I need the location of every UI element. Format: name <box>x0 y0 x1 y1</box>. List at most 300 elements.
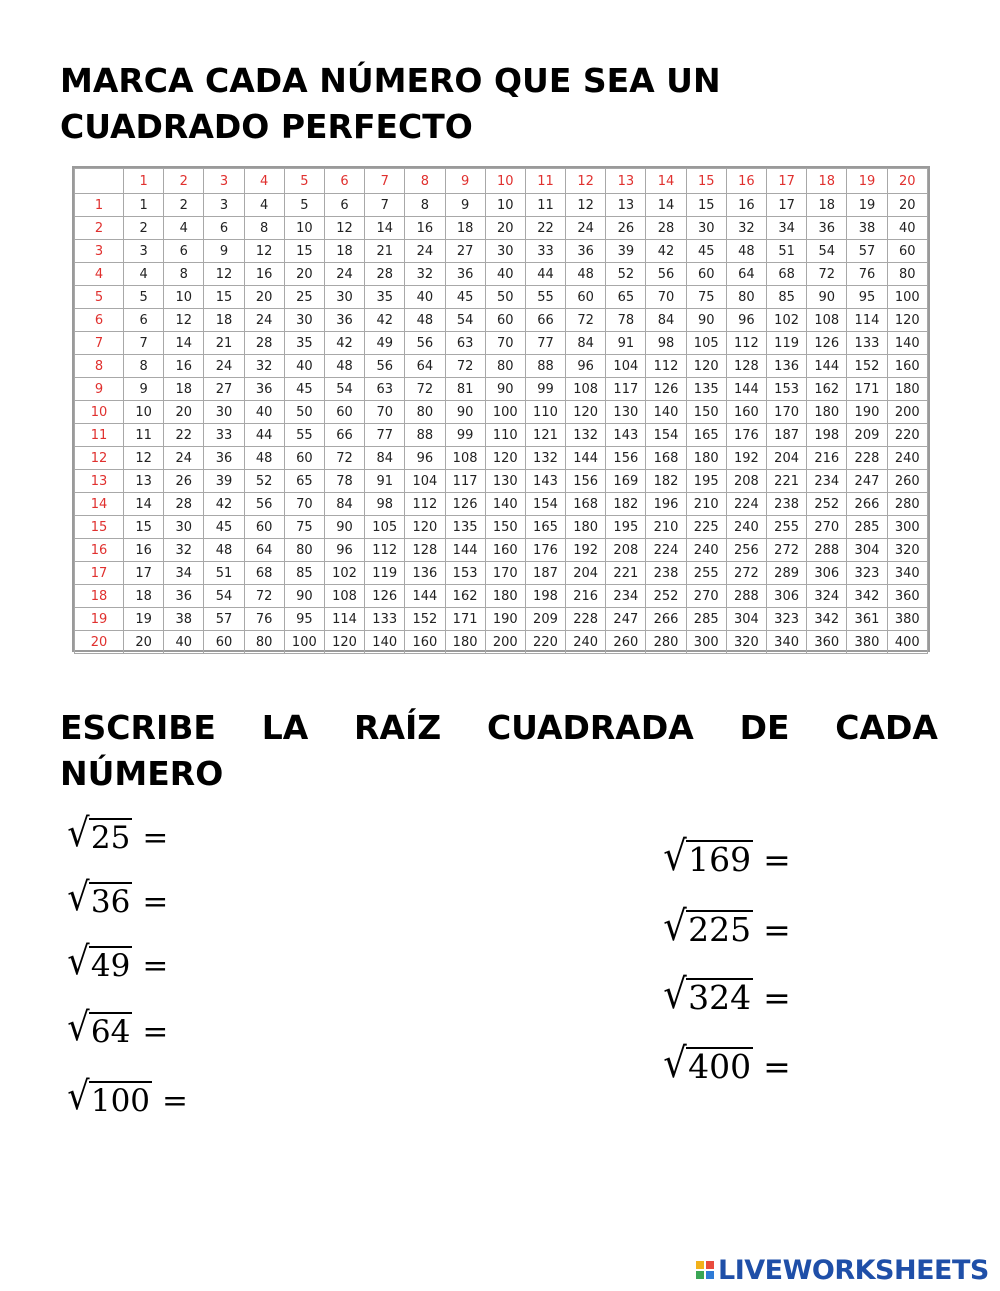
product-cell: 88 <box>405 424 445 447</box>
row-header-cell: 5 <box>75 286 124 309</box>
product-cell: 27 <box>445 240 485 263</box>
instruction-heading-1: MARCA CADA NÚMERO QUE SEA UN CUADRADO PERFECTO <box>60 61 721 146</box>
product-cell: 80 <box>485 355 525 378</box>
product-cell: 96 <box>405 447 445 470</box>
product-cell: 108 <box>807 309 847 332</box>
product-cell: 196 <box>646 493 686 516</box>
product-cell: 48 <box>405 309 445 332</box>
row-header-cell: 20 <box>75 631 124 654</box>
product-cell: 15 <box>124 516 164 539</box>
table-header-row <box>75 169 928 194</box>
product-cell: 150 <box>686 401 726 424</box>
product-cell: 57 <box>847 240 887 263</box>
product-cell: 90 <box>284 585 324 608</box>
table-corner-cell <box>75 169 124 194</box>
product-cell: 110 <box>485 424 525 447</box>
product-cell: 156 <box>606 447 646 470</box>
product-cell: 216 <box>566 585 606 608</box>
square-root-exercise <box>66 1075 188 1117</box>
product-cell: 15 <box>284 240 324 263</box>
product-cell: 64 <box>244 539 284 562</box>
product-cell: 144 <box>445 539 485 562</box>
radical-sign-icon: √ <box>663 902 687 950</box>
product-cell: 169 <box>606 470 646 493</box>
radicand: 324 <box>688 978 752 1017</box>
product-cell: 8 <box>405 194 445 217</box>
product-cell: 33 <box>204 424 244 447</box>
product-cell: 170 <box>485 562 525 585</box>
product-cell: 162 <box>807 378 847 401</box>
product-cell: 80 <box>405 401 445 424</box>
radical-sign-icon: √ <box>67 939 90 984</box>
table-row <box>75 355 928 378</box>
product-cell: 320 <box>887 539 927 562</box>
product-cell: 40 <box>164 631 204 654</box>
product-cell: 110 <box>525 401 565 424</box>
product-cell: 40 <box>887 217 927 240</box>
product-cell: 72 <box>445 355 485 378</box>
row-header-cell: 10 <box>75 401 124 424</box>
product-cell: 35 <box>284 332 324 355</box>
product-cell: 42 <box>204 493 244 516</box>
product-cell: 52 <box>606 263 646 286</box>
product-cell: 21 <box>365 240 405 263</box>
product-cell: 108 <box>445 447 485 470</box>
product-cell: 13 <box>124 470 164 493</box>
product-cell: 130 <box>606 401 646 424</box>
product-cell: 17 <box>124 562 164 585</box>
product-cell: 36 <box>445 263 485 286</box>
product-cell: 162 <box>445 585 485 608</box>
square-root-exercise <box>662 970 791 1018</box>
heading-2-word: ESCRIBE <box>60 708 216 747</box>
liveworksheets-logo <box>696 1255 989 1285</box>
equals-sign: = <box>142 884 169 920</box>
heading-2-word: CADA <box>835 708 938 747</box>
product-cell: 9 <box>124 378 164 401</box>
product-cell: 143 <box>606 424 646 447</box>
product-cell: 171 <box>847 378 887 401</box>
table-row <box>75 539 928 562</box>
product-cell: 15 <box>204 286 244 309</box>
product-cell: 30 <box>485 240 525 263</box>
radical-sign-icon: √ <box>67 1074 90 1119</box>
product-cell: 204 <box>767 447 807 470</box>
product-cell: 75 <box>284 516 324 539</box>
product-cell: 32 <box>726 217 766 240</box>
column-header-cell: 13 <box>606 169 646 194</box>
product-cell: 143 <box>525 470 565 493</box>
radicand: 25 <box>90 820 131 856</box>
product-cell: 36 <box>204 447 244 470</box>
column-header-cell: 2 <box>164 169 204 194</box>
equals-sign: = <box>763 1047 791 1086</box>
product-cell: 27 <box>204 378 244 401</box>
product-cell: 320 <box>726 631 766 654</box>
product-cell: 247 <box>847 470 887 493</box>
column-header-cell: 7 <box>365 169 405 194</box>
product-cell: 16 <box>124 539 164 562</box>
equals-sign: = <box>142 820 169 856</box>
product-cell: 225 <box>686 516 726 539</box>
column-header-cell: 14 <box>646 169 686 194</box>
product-cell: 96 <box>726 309 766 332</box>
product-cell: 15 <box>686 194 726 217</box>
product-cell: 224 <box>726 493 766 516</box>
product-cell: 102 <box>767 309 807 332</box>
product-cell: 380 <box>887 608 927 631</box>
radical-sign-icon: √ <box>663 832 687 880</box>
column-header-cell: 1 <box>124 169 164 194</box>
table-row <box>75 194 928 217</box>
table-row <box>75 424 928 447</box>
product-cell: 56 <box>646 263 686 286</box>
product-cell: 60 <box>887 240 927 263</box>
product-cell: 99 <box>445 424 485 447</box>
product-cell: 153 <box>445 562 485 585</box>
product-cell: 272 <box>726 562 766 585</box>
product-cell: 304 <box>726 608 766 631</box>
product-cell: 52 <box>244 470 284 493</box>
product-cell: 238 <box>646 562 686 585</box>
product-cell: 108 <box>566 378 606 401</box>
product-cell: 135 <box>445 516 485 539</box>
product-cell: 238 <box>767 493 807 516</box>
product-cell: 48 <box>244 447 284 470</box>
product-cell: 195 <box>686 470 726 493</box>
product-cell: 204 <box>566 562 606 585</box>
product-cell: 18 <box>445 217 485 240</box>
product-cell: 54 <box>807 240 847 263</box>
product-cell: 38 <box>847 217 887 240</box>
product-cell: 4 <box>164 217 204 240</box>
row-header-cell: 12 <box>75 447 124 470</box>
product-cell: 234 <box>807 470 847 493</box>
product-cell: 120 <box>485 447 525 470</box>
product-cell: 40 <box>244 401 284 424</box>
product-cell: 192 <box>726 447 766 470</box>
table-row <box>75 263 928 286</box>
logo-block <box>696 1271 704 1279</box>
product-cell: 60 <box>324 401 364 424</box>
product-cell: 8 <box>164 263 204 286</box>
product-cell: 63 <box>365 378 405 401</box>
product-cell: 75 <box>686 286 726 309</box>
product-cell: 306 <box>767 585 807 608</box>
product-cell: 42 <box>365 309 405 332</box>
square-root-exercise <box>66 876 168 918</box>
product-cell: 40 <box>405 286 445 309</box>
table-row <box>75 516 928 539</box>
product-cell: 120 <box>686 355 726 378</box>
product-cell: 121 <box>525 424 565 447</box>
product-cell: 300 <box>887 516 927 539</box>
product-cell: 39 <box>606 240 646 263</box>
product-cell: 272 <box>767 539 807 562</box>
product-cell: 324 <box>807 585 847 608</box>
product-cell: 255 <box>767 516 807 539</box>
product-cell: 18 <box>324 240 364 263</box>
product-cell: 49 <box>365 332 405 355</box>
column-header-cell: 15 <box>686 169 726 194</box>
product-cell: 81 <box>445 378 485 401</box>
table-row <box>75 585 928 608</box>
product-cell: 104 <box>606 355 646 378</box>
product-cell: 18 <box>164 378 204 401</box>
column-header-cell: 5 <box>284 169 324 194</box>
square-root-exercise <box>662 832 791 880</box>
product-cell: 64 <box>405 355 445 378</box>
row-header-cell: 18 <box>75 585 124 608</box>
product-cell: 144 <box>405 585 445 608</box>
product-cell: 54 <box>324 378 364 401</box>
product-cell: 280 <box>646 631 686 654</box>
product-cell: 342 <box>807 608 847 631</box>
product-cell: 24 <box>164 447 204 470</box>
product-cell: 228 <box>566 608 606 631</box>
product-cell: 8 <box>124 355 164 378</box>
table-row <box>75 286 928 309</box>
product-cell: 9 <box>204 240 244 263</box>
product-cell: 28 <box>646 217 686 240</box>
table-row <box>75 309 928 332</box>
product-cell: 14 <box>646 194 686 217</box>
radicand: 225 <box>688 910 752 949</box>
table-row <box>75 401 928 424</box>
product-cell: 60 <box>485 309 525 332</box>
product-cell: 6 <box>164 240 204 263</box>
product-cell: 209 <box>525 608 565 631</box>
radicand: 64 <box>90 1014 131 1050</box>
product-cell: 40 <box>284 355 324 378</box>
product-cell: 19 <box>847 194 887 217</box>
product-cell: 85 <box>767 286 807 309</box>
product-cell: 198 <box>807 424 847 447</box>
product-cell: 240 <box>686 539 726 562</box>
row-header-cell: 7 <box>75 332 124 355</box>
product-cell: 98 <box>365 493 405 516</box>
row-header-cell: 4 <box>75 263 124 286</box>
product-cell: 78 <box>606 309 646 332</box>
product-cell: 24 <box>324 263 364 286</box>
product-cell: 55 <box>284 424 324 447</box>
product-cell: 104 <box>405 470 445 493</box>
product-cell: 400 <box>887 631 927 654</box>
product-cell: 56 <box>365 355 405 378</box>
product-cell: 14 <box>365 217 405 240</box>
product-cell: 77 <box>525 332 565 355</box>
product-cell: 285 <box>686 608 726 631</box>
product-cell: 44 <box>244 424 284 447</box>
product-cell: 220 <box>887 424 927 447</box>
product-cell: 247 <box>606 608 646 631</box>
product-cell: 30 <box>204 401 244 424</box>
table-row <box>75 217 928 240</box>
product-cell: 20 <box>284 263 324 286</box>
product-cell: 78 <box>324 470 364 493</box>
column-header-cell: 9 <box>445 169 485 194</box>
product-cell: 7 <box>124 332 164 355</box>
product-cell: 361 <box>847 608 887 631</box>
product-cell: 28 <box>365 263 405 286</box>
product-cell: 126 <box>807 332 847 355</box>
product-cell: 66 <box>525 309 565 332</box>
logo-block <box>696 1261 704 1269</box>
product-cell: 45 <box>284 378 324 401</box>
product-cell: 84 <box>365 447 405 470</box>
product-cell: 50 <box>284 401 324 424</box>
product-cell: 260 <box>606 631 646 654</box>
product-cell: 240 <box>726 516 766 539</box>
product-cell: 20 <box>244 286 284 309</box>
product-cell: 20 <box>124 631 164 654</box>
equals-sign: = <box>142 948 169 984</box>
row-header-cell: 6 <box>75 309 124 332</box>
product-cell: 5 <box>284 194 324 217</box>
radicand: 169 <box>688 840 752 879</box>
product-cell: 266 <box>847 493 887 516</box>
product-cell: 32 <box>405 263 445 286</box>
product-cell: 228 <box>847 447 887 470</box>
equals-sign: = <box>162 1083 189 1119</box>
radicand: 36 <box>90 884 131 920</box>
product-cell: 72 <box>405 378 445 401</box>
product-cell: 270 <box>686 585 726 608</box>
product-cell: 340 <box>767 631 807 654</box>
product-cell: 198 <box>525 585 565 608</box>
product-cell: 26 <box>164 470 204 493</box>
product-cell: 50 <box>485 286 525 309</box>
product-cell: 10 <box>124 401 164 424</box>
product-cell: 88 <box>525 355 565 378</box>
product-cell: 12 <box>204 263 244 286</box>
product-cell: 56 <box>405 332 445 355</box>
product-cell: 140 <box>646 401 686 424</box>
product-cell: 10 <box>485 194 525 217</box>
product-cell: 18 <box>124 585 164 608</box>
product-cell: 66 <box>324 424 364 447</box>
product-cell: 70 <box>485 332 525 355</box>
product-cell: 90 <box>445 401 485 424</box>
product-cell: 60 <box>284 447 324 470</box>
product-cell: 95 <box>284 608 324 631</box>
product-cell: 63 <box>445 332 485 355</box>
column-header-cell: 4 <box>244 169 284 194</box>
product-cell: 266 <box>646 608 686 631</box>
product-cell: 34 <box>767 217 807 240</box>
product-cell: 200 <box>887 401 927 424</box>
product-cell: 154 <box>525 493 565 516</box>
product-cell: 28 <box>164 493 204 516</box>
product-cell: 195 <box>606 516 646 539</box>
product-cell: 2 <box>124 217 164 240</box>
logo-blocks-icon <box>696 1261 714 1279</box>
product-cell: 221 <box>767 470 807 493</box>
product-cell: 126 <box>365 585 405 608</box>
product-cell: 255 <box>686 562 726 585</box>
product-cell: 252 <box>646 585 686 608</box>
product-cell: 6 <box>324 194 364 217</box>
equals-sign: = <box>142 1014 169 1050</box>
product-cell: 20 <box>485 217 525 240</box>
product-cell: 210 <box>686 493 726 516</box>
heading-2-line-1 <box>60 705 938 751</box>
table-row <box>75 447 928 470</box>
product-cell: 120 <box>324 631 364 654</box>
column-header-cell: 16 <box>726 169 766 194</box>
product-cell: 126 <box>445 493 485 516</box>
product-cell: 100 <box>887 286 927 309</box>
product-cell: 180 <box>445 631 485 654</box>
product-cell: 180 <box>485 585 525 608</box>
square-root-exercise <box>66 940 168 982</box>
product-cell: 176 <box>726 424 766 447</box>
product-cell: 153 <box>767 378 807 401</box>
product-cell: 117 <box>445 470 485 493</box>
row-header-cell: 14 <box>75 493 124 516</box>
square-root-exercise <box>662 902 791 950</box>
product-cell: 154 <box>646 424 686 447</box>
product-cell: 56 <box>244 493 284 516</box>
radical-sign-icon: √ <box>663 970 687 1018</box>
table-row <box>75 562 928 585</box>
radicand: 400 <box>688 1047 752 1086</box>
product-cell: 16 <box>164 355 204 378</box>
product-cell: 360 <box>887 585 927 608</box>
heading-2-word: RAÍZ <box>354 708 442 747</box>
product-cell: 105 <box>365 516 405 539</box>
column-header-cell: 20 <box>887 169 927 194</box>
product-cell: 80 <box>726 286 766 309</box>
product-cell: 36 <box>566 240 606 263</box>
product-cell: 112 <box>365 539 405 562</box>
row-header-cell: 2 <box>75 217 124 240</box>
product-cell: 70 <box>646 286 686 309</box>
product-cell: 60 <box>244 516 284 539</box>
product-cell: 6 <box>124 309 164 332</box>
product-cell: 99 <box>525 378 565 401</box>
product-cell: 60 <box>566 286 606 309</box>
product-cell: 323 <box>847 562 887 585</box>
product-cell: 54 <box>204 585 244 608</box>
product-cell: 11 <box>124 424 164 447</box>
product-cell: 160 <box>887 355 927 378</box>
product-cell: 70 <box>284 493 324 516</box>
product-cell: 20 <box>887 194 927 217</box>
heading-2-word: CUADRADA <box>486 708 694 747</box>
product-cell: 300 <box>686 631 726 654</box>
product-cell: 96 <box>324 539 364 562</box>
product-cell: 72 <box>324 447 364 470</box>
product-cell: 55 <box>525 286 565 309</box>
product-cell: 234 <box>606 585 646 608</box>
product-cell: 136 <box>767 355 807 378</box>
equals-sign: = <box>763 840 791 879</box>
product-cell: 91 <box>606 332 646 355</box>
table-row <box>75 470 928 493</box>
product-cell: 16 <box>405 217 445 240</box>
product-cell: 65 <box>284 470 324 493</box>
product-cell: 30 <box>164 516 204 539</box>
column-header-cell: 12 <box>566 169 606 194</box>
product-cell: 16 <box>726 194 766 217</box>
equals-sign: = <box>763 910 791 949</box>
product-cell: 12 <box>324 217 364 240</box>
product-cell: 68 <box>767 263 807 286</box>
product-cell: 208 <box>606 539 646 562</box>
product-cell: 380 <box>847 631 887 654</box>
product-cell: 306 <box>807 562 847 585</box>
